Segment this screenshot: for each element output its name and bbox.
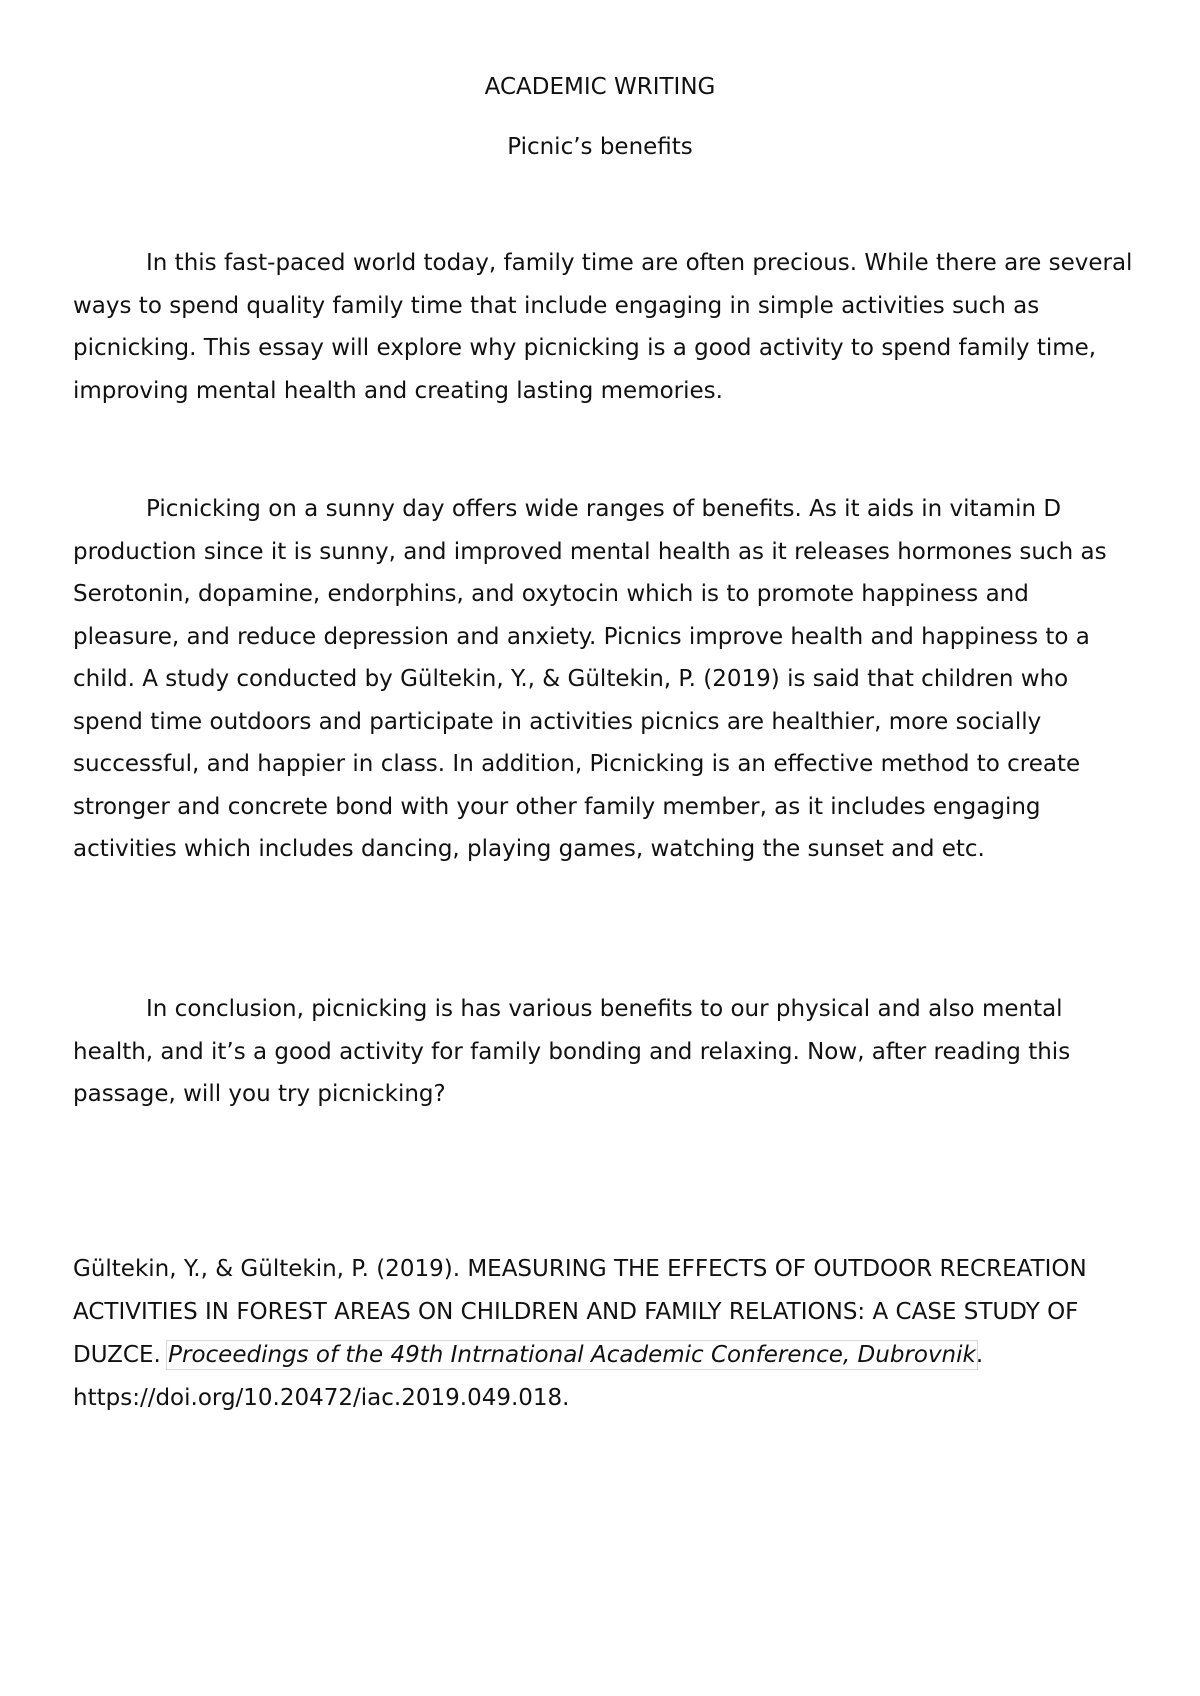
reference-authors-title: Gültekin, Y., & Gültekin, P. (2019). MEASURING THE EFFECTS OF OUTDOOR RECREATION ACTIVITIES IN FOREST AREAS ON CHILDREN AND FAMILY RELATIONS: A CASE STUDY OF DUZCE.	[73, 1256, 1087, 1368]
reference-journal[interactable]: Proceedings of the 49th Intrnational Academic Conference, Dubrovnik	[168, 1342, 976, 1368]
paragraph-introduction: In this fast-paced world today, family time are often precious. While there are several ways to spend quality family time that include engaging in simple activities such as picnicking. This essay will explore why picnicking is a good activity to spend family time, improving mental health and creating lasting memories.	[73, 250, 1133, 404]
reference-entry	[73, 1248, 1133, 1420]
paragraph-conclusion: In conclusion, picnicking is has various benefits to our physical and also mental health, and it’s a good activity for family bonding and relaxing. Now, after reading this passage, will you try picnicking?	[73, 996, 1071, 1107]
document-subtitle: Picnic’s benefits	[507, 134, 693, 160]
paragraph-body: Picnicking on a sunny day offers wide ranges of benefits. As it aids in vitamin D production since it is sunny, and improved mental health as it releases hormones such as Serotonin, dopamine, endorphins, and oxytocin which is to promote happiness and pleasure, and reduce depression and anxiety. Picnics improve health and happiness to a child. A study conducted by Gültekin, Y., & Gültekin, P. (2019) is said that children who spend time outdoors and participate in activities picnics are healthier, more socially successful, and happier in class. In addition, Picnicking is an effective method to create stronger and concrete bond with your other family member, as it includes engaging activities which includes dancing, playing games, watching the sunset and etc.	[73, 496, 1107, 862]
reference-doi: . https://doi.org/10.20472/iac.2019.049.018.	[73, 1342, 984, 1411]
document-title: ACADEMIC WRITING	[484, 74, 716, 100]
